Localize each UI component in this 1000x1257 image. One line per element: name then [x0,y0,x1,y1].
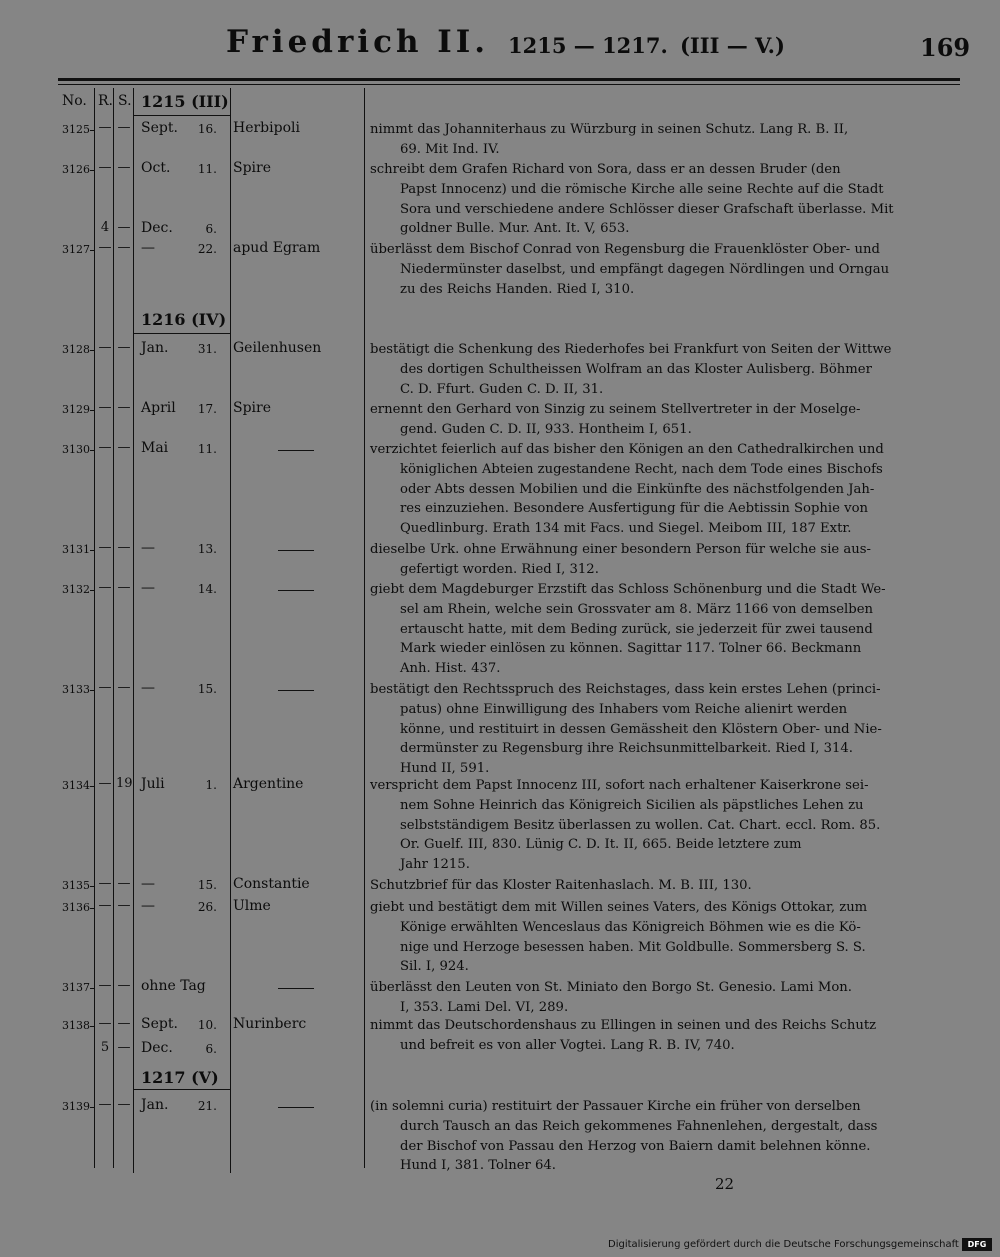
entry-month: April [141,400,176,416]
entry-month: — [141,680,155,696]
entry-summary-line: durch Tausch an das Reich gekommenes Fahnenlehen, dergestalt, dass [400,1118,878,1134]
entry-summary-line: Könige erwählten Wenceslaus das Königreich Böhmen wie es die Kö- [400,919,861,935]
entry-number-leader [90,886,95,887]
entry-s-column: — [117,120,131,135]
entry-summary-line: überlässt den Leuten von St. Miniato den Borgo St. Genesio. Lami Mon. [370,980,852,995]
entry-summary-line: nimmt das Johanniterhaus zu Würzburg in seinen Schutz. Lang R. B. II, [370,122,849,137]
entry-r-column: — [98,540,112,555]
entry-day: 10. [197,1018,217,1032]
entry-number: 3126 [62,163,90,176]
entry-summary-line: Niedermünster daselbst, und empfängt dagegen Nördlingen und Orngau [400,261,890,277]
entry-summary-line: Sil. I, 924. [400,959,469,975]
entry-number-leader [90,1026,95,1027]
entry-r-column: 5 [100,1040,110,1055]
entry-s-column: — [117,1097,131,1112]
entry-day: 1. [205,778,217,792]
entry-s-column: — [117,340,131,355]
entry-day: 11. [197,162,217,176]
entry-day: 14. [197,582,217,596]
entry-month: Oct. [141,160,171,176]
column-rule-text [364,88,365,1168]
entry-r-column: — [98,978,112,993]
entry-number-leader [90,250,95,251]
entry-summary-line: könne, und restituirt in dessen Gemässheit den Klöstern Ober- und Nie- [400,721,882,737]
entry-day: 31. [197,342,217,356]
entry-summary-line: Anh. Hist. 437. [400,661,501,677]
entry-summary-line: goldner Bulle. Mur. Ant. It. V, 653. [400,221,630,237]
column-header-s: S. [118,93,132,109]
entry-summary-line: nimmt das Deutschordenshaus zu Ellingen in seinen und des Reichs Schutz [370,1018,877,1033]
entry-summary [370,340,960,399]
entry-summary-line: gefertigt worden. Ried I, 312. [400,561,599,577]
entry-place-dash [278,988,314,989]
entry-summary-line: selbstständigem Besitz überlassen zu wollen. Cat. Chart. eccl. Rom. 85. [400,817,881,833]
header-rule-thin [58,84,960,85]
entry-number-leader [90,410,95,411]
entry-summary [370,1097,960,1176]
entry-summary [370,240,960,299]
entry-s-column: — [117,978,131,993]
entry-number-leader [90,1107,95,1108]
entry-day: 13. [197,542,217,556]
entry-number: 3134 [62,779,90,792]
entry-place: Argentine [233,776,304,792]
page-years: 1215 — 1217. [508,33,668,58]
column-rule-place [230,88,231,1173]
entry-month: Dec. [141,1040,173,1056]
entry-summary-line: oder Abts dessen Mobilien und die Einkünfte des nächstfolgenden Jah- [400,481,875,497]
entry-day: 6. [205,1042,217,1056]
entry-month: — [141,876,155,892]
entry-r-column: — [98,580,112,595]
entry-number: 3127 [62,243,90,256]
entry-r-column: — [98,440,112,455]
year-heading: 1215 (III) [141,92,229,111]
entry-s-column: 19 [116,776,133,791]
entry-month: — [141,898,155,914]
entry-summary-line: zu des Reichs Handen. Ried I, 310. [400,281,635,297]
column-rule-s [113,88,114,1168]
entry-summary-line: C. D. Ffurt. Guden C. D. II, 31. [400,381,604,397]
entry-summary-line: der Bischof von Passau den Herzog von Baiern damit belehnen könne. [400,1138,871,1154]
year-heading-rule [134,333,230,334]
entry-summary-line: dieselbe Urk. ohne Erwähnung einer besondern Person für welche sie aus- [370,542,871,557]
entry-summary-line: Papst Innocenz) und die römische Kirche alle seine Rechte auf die Stadt [400,181,884,197]
entry-summary [370,978,960,1018]
entry-day: 15. [197,682,217,696]
year-heading: 1216 (IV) [141,310,227,329]
entry-summary-line: ernennt den Gerhard von Sinzig zu seinem Stellvertreter in der Moselge- [370,402,861,417]
page-number: 169 [920,33,971,62]
entry-summary-line: dermünster zu Regensburg ihre Reichsunmittelbarkeit. Ried I, 314. [400,741,853,757]
entry-s-column: — [117,240,131,255]
entry-s-column: — [117,1016,131,1031]
entry-summary-line: I, 353. Lami Del. VI, 289. [400,999,569,1015]
entry-place: Ulme [233,898,271,914]
entry-summary-line: res einzuziehen. Besondere Ausfertigung für die Aebtissin Sophie von [400,501,869,517]
entry-day: 11. [197,442,217,456]
entry-summary-line: Sora und verschiedene andere Schlösser dieser Grafschaft überlasse. Mit [400,201,894,217]
entry-number: 3130 [62,443,90,456]
entry-r-column: — [98,340,112,355]
entry-r-column: — [98,400,112,415]
entry-day: 15. [197,878,217,892]
entry-s-column: — [117,580,131,595]
entry-r-column: — [98,776,112,791]
entry-summary-line: 69. Mit Ind. IV. [400,141,500,157]
entry-number-leader [90,988,95,989]
page-title: Friedrich II. [226,24,490,60]
entry-summary-line: königlichen Abteien zugestandene Recht, nach dem Tode eines Bischofs [400,461,883,477]
entry-summary-line: nem Sohne Heinrich das Königreich Sicilien als päpstliches Lehen zu [400,797,864,813]
entry-number: 3129 [62,403,90,416]
entry-summary [370,1016,960,1056]
entry-summary-line: verzichtet feierlich auf das bisher den Königen an den Cathedralkirchen und [370,442,884,457]
dfg-logo: DFG [962,1238,992,1251]
entry-number-leader [90,450,95,451]
entry-day: 17. [197,402,217,416]
entry-number-leader [90,130,95,131]
entry-summary-line: sel am Rhein, welche sein Grossvater am 8. März 1166 von demselben [400,601,873,617]
entry-number: 3125 [62,123,90,136]
entry-s-column: — [117,400,131,415]
entry-summary [370,540,960,580]
entry-month: — [141,540,155,556]
entry-place-dash [278,550,314,551]
entry-summary-line: (in solemni curia) restituirt der Passauer Kirche ein früher von derselben [370,1099,861,1114]
entry-number: 3136 [62,901,90,914]
entry-summary [370,400,960,440]
entry-summary-line: patus) ohne Einwilligung des Inhabers vom Reiche alienirt werden [400,701,848,717]
entry-s-column: — [117,220,131,235]
year-heading-rule [134,1089,230,1090]
entry-place: apud Egram [233,240,321,256]
entry-place: Spire [233,160,272,176]
entry-number-leader [90,550,95,551]
entry-number-leader [90,170,95,171]
entry-number: 3138 [62,1019,90,1032]
entry-place-dash [278,1107,314,1108]
page-regnal-years: (III — V.) [680,33,785,58]
entry-number: 3133 [62,683,90,696]
entry-r-column: — [98,1097,112,1112]
entry-place: Herbipoli [233,120,300,136]
entry-summary-line: schreibt dem Grafen Richard von Sora, dass er an dessen Bruder (den [370,162,841,177]
entry-r-column: — [98,120,112,135]
entry-summary-line: giebt dem Magdeburger Erzstift das Schloss Schönenburg und die Stadt We- [370,582,886,597]
entry-month: Dec. [141,220,173,236]
entry-s-column: — [117,440,131,455]
entry-place-dash [278,450,314,451]
entry-number: 3131 [62,543,90,556]
entry-summary-line: des dortigen Schultheissen Wolfram an das Kloster Aulisberg. Böhmer [400,361,872,377]
entry-place: Spire [233,400,272,416]
entry-summary-line: ertauscht hatte, mit dem Beding zurück, sie jederzeit für zwei tausend [400,621,873,637]
entry-summary-line: Quedlinburg. Erath 134 mit Facs. und Siegel. Meibom III, 187 Extr. [400,521,852,537]
entry-r-column: — [98,876,112,891]
entry-day: 6. [205,222,217,236]
year-heading-rule [134,115,230,116]
entry-summary [370,898,960,977]
entry-r-column: — [98,240,112,255]
entry-summary-line: Hund II, 591. [400,761,490,777]
entry-r-column: — [98,160,112,175]
entry-number: 3139 [62,1100,90,1113]
entry-summary [370,580,960,679]
column-header-r: R. [98,93,113,109]
entry-summary [370,440,960,539]
entry-number-leader [90,908,95,909]
entry-number: 3135 [62,879,90,892]
entry-month: Mai [141,440,169,456]
entry-number-leader [90,690,95,691]
entry-summary-line: bestätigt den Rechtsspruch des Reichstages, dass kein erstes Lehen (princi- [370,682,881,697]
entry-summary-line: verspricht dem Papst Innocenz III, sofort nach erhaltener Kaiserkrone sei- [370,778,869,793]
entry-summary-line: Mark wieder einlösen zu können. Sagittar 117. Tolner 66. Beckmann [400,641,862,657]
entry-place: Geilenhusen [233,340,322,356]
entry-month: Sept. [141,1016,178,1032]
entry-r-column: — [98,680,112,695]
column-rule-date [133,88,134,1173]
entry-month: — [141,240,155,256]
entry-summary [370,120,960,160]
year-heading: 1217 (V) [141,1068,219,1087]
header-rule-thick [58,78,960,81]
entry-place: Constantie [233,876,310,892]
entry-summary-line: giebt und bestätigt dem mit Willen seines Vaters, des Königs Ottokar, zum [370,900,868,915]
entry-summary-line: nige und Herzoge besessen haben. Mit Goldbulle. Sommersberg S. S. [400,939,866,955]
entry-s-column: — [117,160,131,175]
entry-day: 21. [197,1099,217,1113]
entry-s-column: — [117,876,131,891]
entry-place: Nurinberc [233,1016,307,1032]
entry-r-column: — [98,898,112,913]
entry-place-dash [278,690,314,691]
entry-day: 16. [197,122,217,136]
entry-summary-line: bestätigt die Schenkung des Riederhofes bei Frankfurt von Seiten der Wittwe [370,342,892,357]
entry-number-leader [90,590,95,591]
entry-summary-line: Jahr 1215. [400,857,470,873]
entry-place-dash [278,590,314,591]
entry-number: 3132 [62,583,90,596]
entry-month: — [141,580,155,596]
entry-summary-line: und befreit es von aller Vogtei. Lang R. B. IV, 740. [400,1037,735,1053]
entry-month: Jan. [141,1097,169,1113]
column-header-no: No. [62,93,87,109]
entry-summary-line: gend. Guden C. D. II, 933. Hontheim I, 651. [400,421,692,437]
signature-mark: 22 [715,1175,735,1193]
entry-s-column: — [117,898,131,913]
entry-s-column: — [117,1040,131,1055]
footer-credit: Digitalisierung gefördert durch die Deutsche Forschungsgemeinschaft [608,1239,959,1250]
entry-number: 3137 [62,981,90,994]
entry-r-column: — [98,1016,112,1031]
entry-r-column: 4 [100,220,110,235]
entry-day: 26. [197,900,217,914]
entry-number-leader [90,786,95,787]
entry-summary-line: überlässt dem Bischof Conrad von Regensburg die Frauenklöster Ober- und [370,242,880,257]
entry-summary [370,680,960,779]
entry-summary-line: Schutzbrief für das Kloster Raitenhaslach. M. B. III, 130. [370,878,752,893]
entry-month: Sept. [141,120,178,136]
entry-summary-line: Or. Guelf. III, 830. Lünig C. D. It. II, 665. Beide letztere zum [400,837,802,853]
entry-month: ohne Tag [141,978,206,994]
entry-s-column: — [117,540,131,555]
entry-number-leader [90,350,95,351]
entry-month: Jan. [141,340,169,356]
entry-month: Juli [141,776,165,792]
entry-summary [370,160,960,239]
entry-day: 22. [197,242,217,256]
entry-summary-line: Hund I, 381. Tolner 64. [400,1158,556,1174]
entry-summary [370,876,960,896]
entry-s-column: — [117,680,131,695]
entry-summary [370,776,960,875]
entry-number: 3128 [62,343,90,356]
